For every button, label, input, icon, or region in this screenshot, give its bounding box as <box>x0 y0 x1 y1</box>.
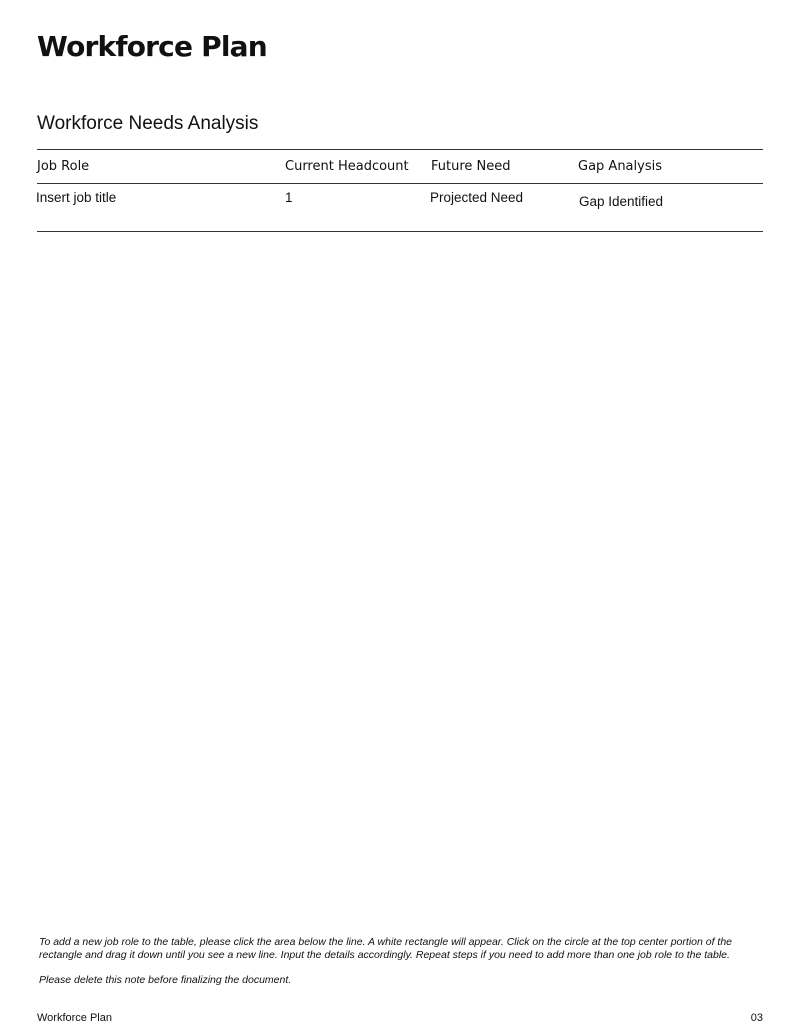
table-header-divider <box>37 183 763 184</box>
cell-current-headcount[interactable]: 1 <box>285 190 293 205</box>
header-job-role: Job Role <box>37 159 90 174</box>
cell-gap-analysis[interactable]: Gap Identified <box>579 194 664 209</box>
page-title: Workforce Plan <box>37 30 267 63</box>
header-future-need: Future Need <box>431 159 511 174</box>
instruction-note: To add a new job role to the table, please click the area below the line. A white rectangle will appear. Click on the circle at the top center portion of the rectangle and drag it down until you see a new line. Input the details accordingly. Repeat steps if you need to add more than one job role to the table. <box>39 936 733 961</box>
header-current-headcount: Current Headcount <box>285 159 409 174</box>
page-number: 03 <box>750 1012 763 1024</box>
delete-note: Please delete this note before finalizing the document. <box>39 974 292 986</box>
header-gap-analysis: Gap Analysis <box>578 159 662 174</box>
section-title: Workforce Needs Analysis <box>37 113 259 134</box>
cell-job-role[interactable]: Insert job title <box>36 190 117 205</box>
table-bottom-divider[interactable] <box>37 231 763 232</box>
table-top-divider <box>37 149 763 150</box>
cell-future-need[interactable]: Projected Need <box>430 190 524 205</box>
footer-label: Workforce Plan <box>37 1012 112 1024</box>
